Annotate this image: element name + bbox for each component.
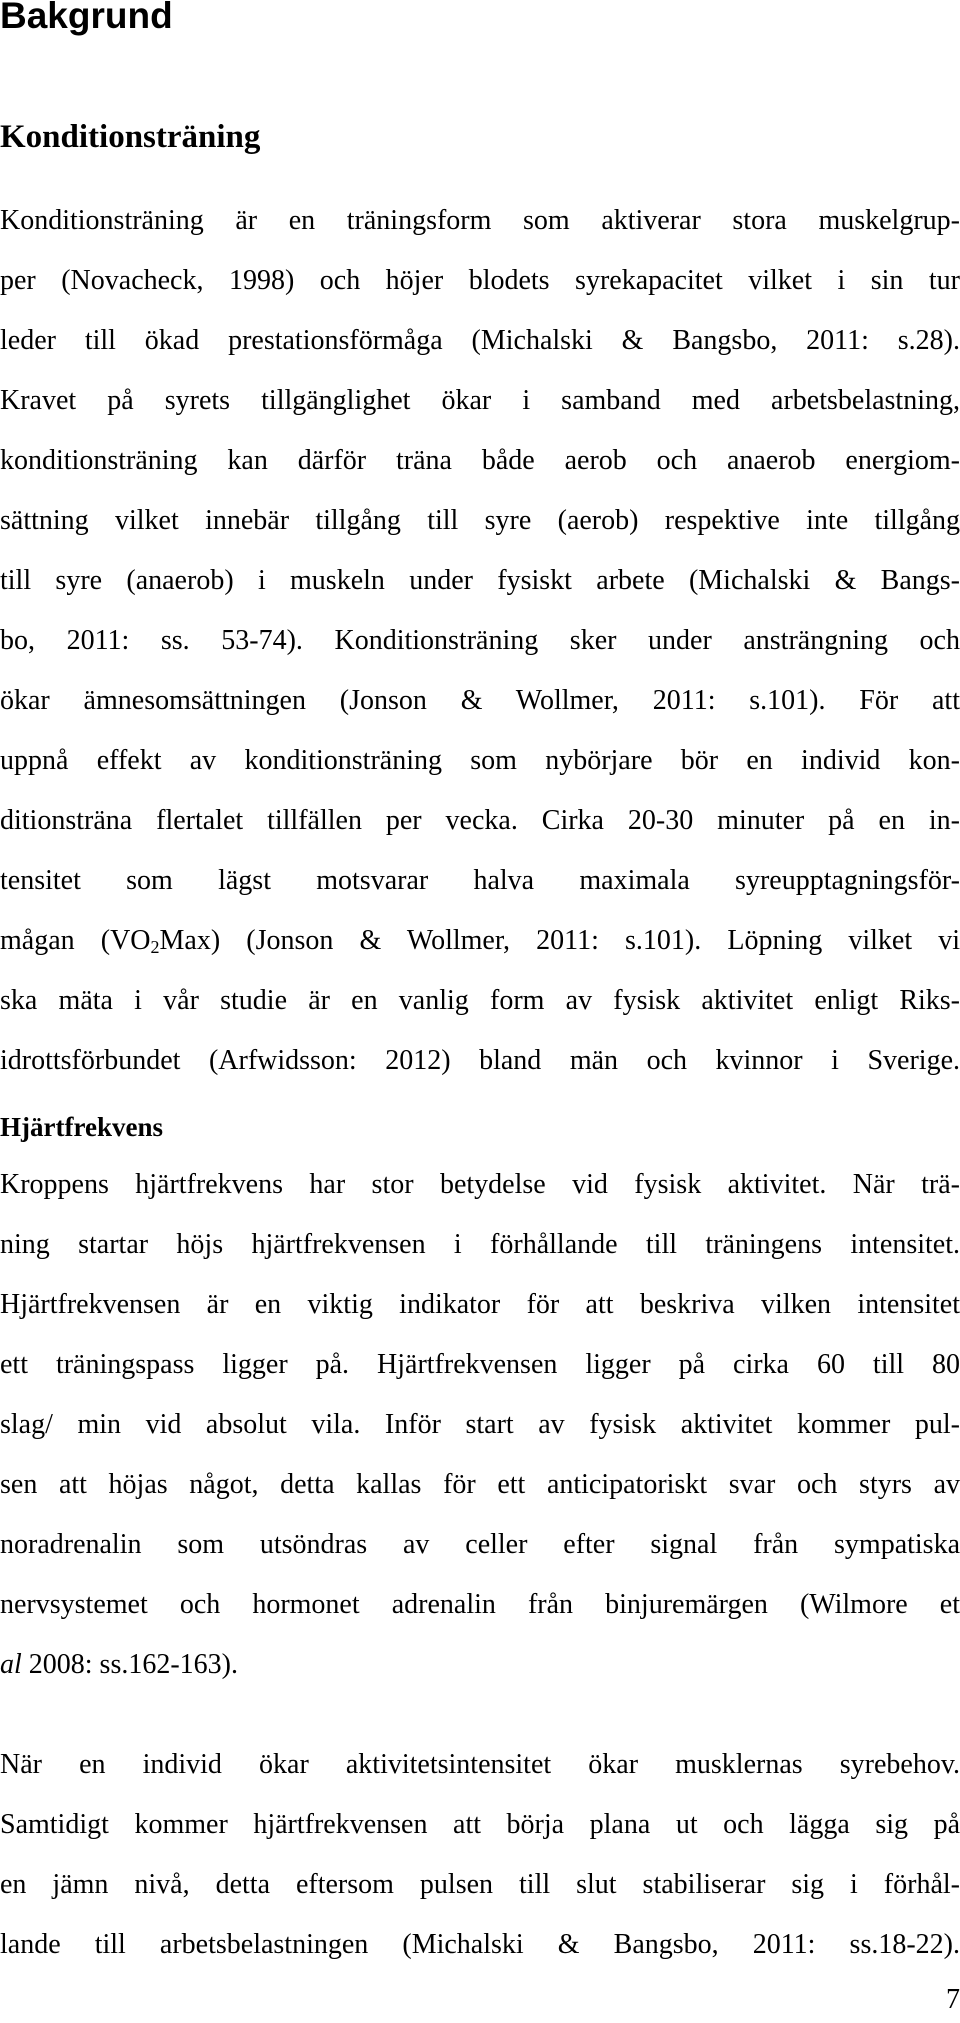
text-line: en jämn nivå, detta eftersom pulsen till slut stabiliserar sig i förhål- [0, 1869, 960, 1900]
text-line: ska mäta i vår studie är en vanlig form av fysisk aktivitet enligt Riks- [0, 985, 960, 1016]
text-line: När en individ ökar aktivitetsintensitet ökar musklernas syrebehov. [0, 1749, 960, 1780]
text-line: sättning vilket innebär tillgång till syre (aerob) respektive inte tillgång [0, 505, 960, 536]
text-line: till syre (anaerob) i muskeln under fysiskt arbete (Michalski & Bangs- [0, 565, 960, 596]
text-line: ditionsträna flertalet tillfällen per vecka. Cirka 20-30 minuter på en in- [0, 805, 960, 836]
text-line: Samtidigt kommer hjärtfrekvensen att börja plana ut och lägga sig på [0, 1809, 960, 1840]
text-line: per (Novacheck, 1998) och höjer blodets syrekapacitet vilket i sin tur [0, 265, 960, 296]
text-line: Hjärtfrekvensen är en viktig indikator för att beskriva vilken intensitet [0, 1289, 960, 1320]
text-line: slag/ min vid absolut vila. Inför start av fysisk aktivitet kommer pul- [0, 1409, 960, 1440]
text-line-last [0, 1635, 960, 1695]
text-line: ökar ämnesomsättningen (Jonson & Wollmer, 2011: s.101). För att [0, 685, 960, 716]
citation-tail: 2008: ss.162-163). [21, 1649, 239, 1680]
text-line: idrottsförbundet (Arfwidsson: 2012) bland män och kvinnor i Sverige. [0, 1045, 960, 1076]
italic-al: al [0, 1649, 22, 1680]
page-number: 7 [946, 1984, 960, 2015]
paragraph-hjartfrekvens [0, 1155, 960, 1695]
text-line: Kravet på syrets tillgänglighet ökar i samband med arbetsbelastning, [0, 385, 960, 416]
paragraph-intensitet [0, 1735, 960, 1975]
section-title-konditionstraning: Konditionsträning [0, 119, 261, 155]
section-title-hjartfrekvens: Hjärtfrekvens [0, 1112, 163, 1142]
text-line: uppnå effekt av konditionsträning som nybörjare bör en individ kon- [0, 745, 960, 776]
text-line: konditionsträning kan därför träna både aerob och anaerob energiom- [0, 445, 960, 476]
page-heading: Bakgrund [0, 0, 173, 36]
text-line: ning startar höjs hjärtfrekvensen i förhållande till träningens intensitet. [0, 1229, 960, 1260]
text-line: noradrenalin som utsöndras av celler efter signal från sympatiska [0, 1529, 960, 1560]
text-line: sen att höjas något, detta kallas för ett anticipatoriskt svar och styrs av [0, 1469, 960, 1500]
vo2-text-after: Max) (Jonson & Wollmer, 2011: s.101). Löpning vilket vi [159, 925, 960, 956]
text-line: ett träningspass ligger på. Hjärtfrekvensen ligger på cirka 60 till 80 [0, 1349, 960, 1380]
paragraph-konditionstraning [0, 191, 960, 1091]
text-line: Konditionsträning är en träningsform som aktiverar stora muskelgrup- [0, 205, 960, 236]
text-line: lande till arbetsbelastningen (Michalski & Bangsbo, 2011: ss.18-22). [0, 1929, 960, 1960]
text-line-vo2max [0, 911, 960, 971]
vo2-subscript: 2 [150, 937, 160, 957]
text-line: nervsystemet och hormonet adrenalin från binjuremärgen (Wilmore et [0, 1589, 960, 1620]
text-line: Kroppens hjärtfrekvens har stor betydelse vid fysisk aktivitet. När trä- [0, 1169, 960, 1200]
text-line: tensitet som lägst motsvarar halva maximala syreupptagningsför- [0, 865, 960, 896]
text-line: bo, 2011: ss. 53-74). Konditionsträning sker under ansträngning och [0, 625, 960, 656]
text-line: leder till ökad prestationsförmåga (Michalski & Bangsbo, 2011: s.28). [0, 325, 960, 356]
vo2-text-before: mågan (VO [0, 925, 151, 956]
